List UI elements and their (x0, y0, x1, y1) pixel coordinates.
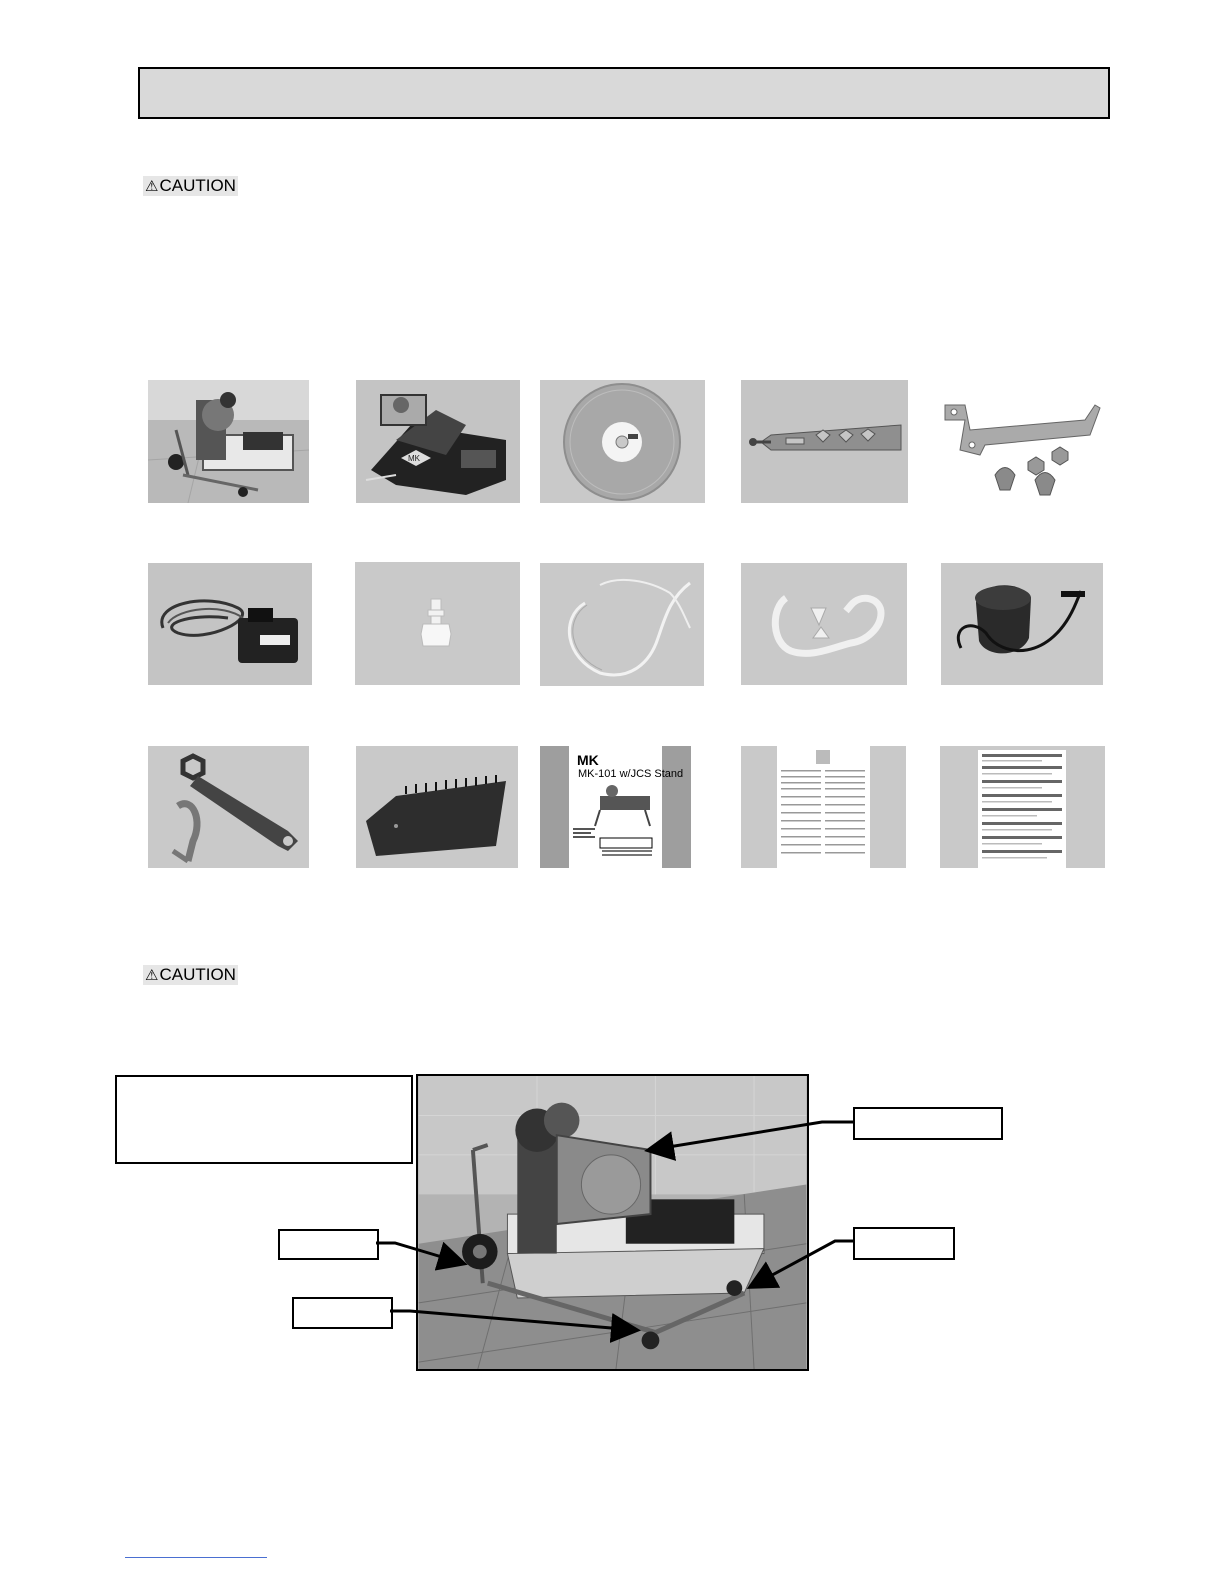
diamond-blade-photo (540, 380, 705, 503)
hose-fitting-photo (355, 562, 520, 685)
callout-box-front-caster (292, 1297, 393, 1329)
callout-box-wheel (278, 1229, 379, 1260)
manual-logo: MK (577, 752, 599, 768)
bracket-and-wing-nuts-photo (940, 380, 1105, 503)
splash-guard-mat-photo (356, 746, 518, 868)
caution-label-bottom: ⚠CAUTION (145, 965, 236, 984)
registration-form-photo (940, 746, 1105, 868)
caution-label-top: ⚠CAUTION (145, 176, 236, 195)
callout-box-cutting-head (853, 1107, 1003, 1140)
warning-triangle-icon: ⚠ (145, 178, 159, 195)
cutting-head-photo (356, 380, 520, 503)
water-pump-photo (148, 563, 312, 685)
manual-title: MK-101 w/JCS Stand (578, 768, 684, 780)
cutting-guide-rail-photo (741, 380, 908, 503)
water-hose-photo (540, 563, 704, 686)
hose-clip-photo (741, 563, 907, 685)
callout-box-rear-caster (853, 1227, 955, 1260)
warning-triangle-icon: ⚠ (145, 967, 159, 984)
section-header-bar (138, 67, 1110, 119)
assembled-saw-photo (416, 1074, 809, 1371)
drain-plug-photo (941, 563, 1103, 685)
svg-text:MK: MK (408, 454, 420, 463)
operating-manual-photo (540, 746, 691, 868)
footer-link-underline[interactable] (125, 1557, 267, 1558)
tile-saw-with-stand-photo (148, 380, 309, 503)
warranty-sheet-photo (741, 746, 906, 868)
note-box (115, 1075, 413, 1164)
wrenches-photo (148, 746, 309, 868)
